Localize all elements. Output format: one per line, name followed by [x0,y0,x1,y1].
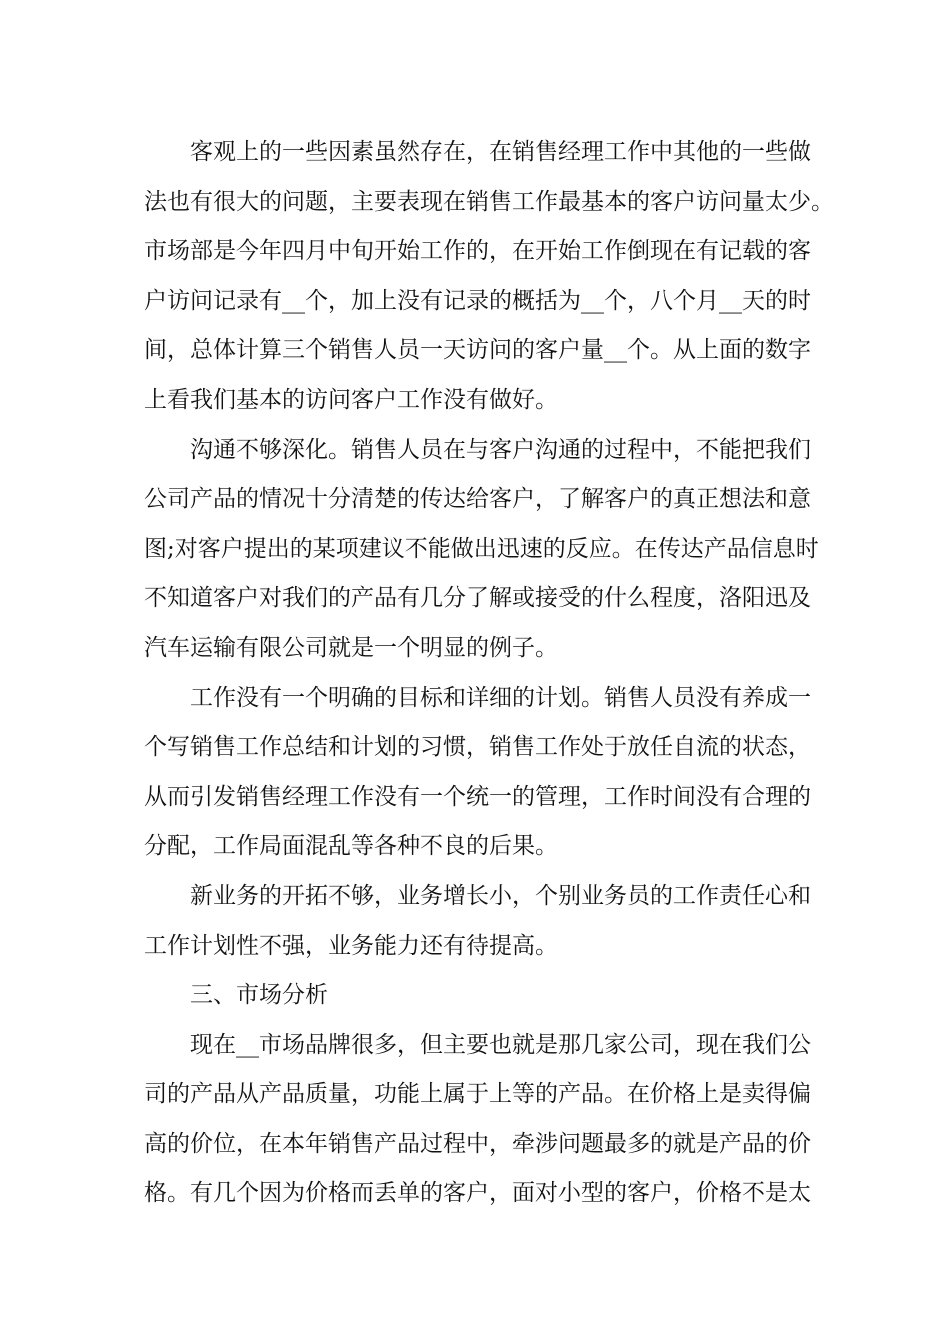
text-line: 上看我们基本的访问客户工作没有做好。 [144,386,558,413]
paragraph-p5 [144,971,824,1021]
text-line: 格。有几个因为价格而丢单的客户，面对小型的客户，价格不是太 [144,1180,811,1207]
text-line: 沟通不够深化。销售人员在与客户沟通的过程中，不能把我们 [190,436,811,463]
text-line: 客观上的一些因素虽然存在，在销售经理工作中其他的一些做 [190,139,811,165]
text-line: 新业务的开拓不够，业务增长小，个别业务员的工作责任心和 [190,882,811,909]
text-line: 高的价位，在本年销售产品过程中，牵涉问题最多的就是产品的价 [144,1130,811,1157]
text-line: 现在__市场品牌很多，但主要也就是那几家公司，现在我们公 [190,1031,811,1058]
paragraph-p1 [144,128,834,426]
text-line: 图;对客户提出的某项建议不能做出迅速的反应。在传达产品信息时 [144,535,819,562]
text-line: 司的产品从产品质量，功能上属于上等的产品。在价格上是卖得偏 [144,1081,811,1108]
text-line: 市场部是今年四月中旬开始工作的，在开始工作倒现在有记载的客 [144,238,811,265]
paragraph-p2 [144,426,824,674]
text-line: 不知道客户对我们的产品有几分了解或接受的什么程度，洛阳迅及 [144,585,811,612]
text-line: 个写销售工作总结和计划的习惯，销售工作处于放任自流的状态， [144,734,811,761]
text-line: 公司产品的情况十分清楚的传达给客户，了解客户的真正想法和意 [144,486,811,513]
text-line: 三、市场分析 [190,982,328,1009]
paragraph-p6 [144,1021,824,1219]
text-line: 分配，工作局面混乱等各种不良的后果。 [144,833,558,860]
text-line: 间，总体计算三个销售人员一天访问的客户量__个。从上面的数字 [144,337,811,364]
text-line: 工作没有一个明确的目标和详细的计划。销售人员没有养成一 [190,684,811,711]
text-line: 汽车运输有限公司就是一个明显的例子。 [144,634,558,661]
text-line: 从而引发销售经理工作没有一个统一的管理，工作时间没有合理的 [144,783,811,810]
paragraph-p4 [144,872,824,971]
text-line: 法也有很大的问题，主要表现在销售工作最基本的客户访问量太少。 [144,188,834,215]
text-line: 户访问记录有__个，加上没有记录的概括为__个，八个月__天的时 [144,287,811,314]
text-line: 工作计划性不强，业务能力还有待提高。 [144,932,558,959]
document-body [144,128,834,1219]
paragraph-p3 [144,674,824,872]
